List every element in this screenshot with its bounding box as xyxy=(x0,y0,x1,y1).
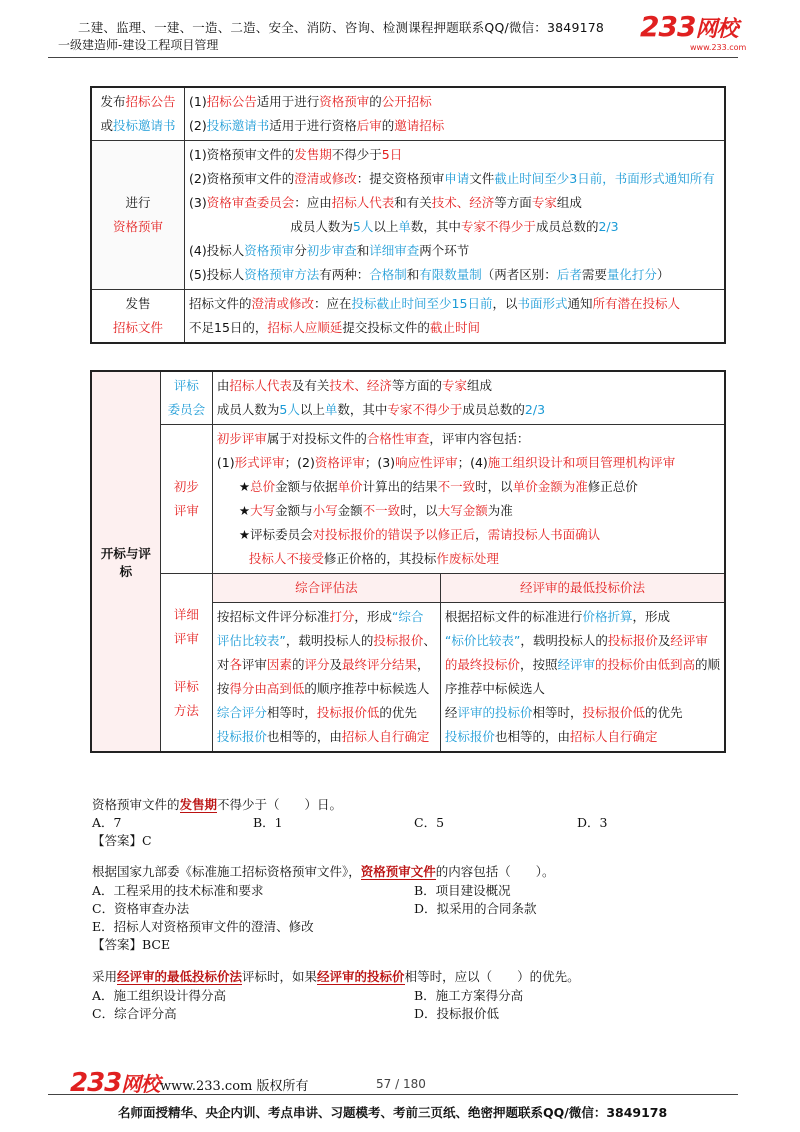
cell-line: (5)投标人资格预审方法有两种：合格制和有限数量制（两者区别：后者需要量化打分） xyxy=(189,267,670,282)
cell-line: 综合评分相等时，投标报价低的优先 xyxy=(216,705,417,720)
cell-line: ★大写金额与小写金额不一致时，以大写金额为准 xyxy=(238,503,513,518)
row-label: 发售 招标文件 xyxy=(91,290,185,344)
footer-promo: 名师面授精华、央企内训、考点串讲、习题模考、考前三页纸、绝密押题联系QQ/微信：3849178 xyxy=(118,1105,668,1120)
cell-line: ★总价金额与依据单价计算出的结果不一致时，以单价金额为准修正总价 xyxy=(238,479,638,494)
option: C．5 xyxy=(414,815,445,830)
cell-line: (1)形式评审；(2)资格评审；(3)响应性评审；(4)施工组织设计和项目管理机构评审 xyxy=(216,455,676,470)
answer: 【答案】C xyxy=(92,833,152,848)
cell-line: 按得分由高到低的顺序推荐中标候选人 xyxy=(216,681,430,696)
question-2-stem: 根据国家九部委《标准施工招标资格预审文件》，资格预审文件的内容包括（ ）。 xyxy=(92,864,555,879)
header-divider xyxy=(48,57,738,58)
option: B．1 xyxy=(253,815,283,830)
table-row xyxy=(91,371,725,425)
cell-line: (2)投标邀请书适用于进行资格后审的邀请招标 xyxy=(189,118,445,133)
option: A．工程采用的技术标准和要求 xyxy=(92,883,264,898)
footer-site: www.233.com 版权所有 xyxy=(160,1079,309,1094)
logo-subtext: www.233.com xyxy=(690,43,747,52)
option: D．3 xyxy=(577,815,608,830)
option: B．项目建设概况 xyxy=(414,883,511,898)
cell-line: 按招标文件评分标准打分，形成“综合 xyxy=(216,609,424,624)
method-cell xyxy=(212,603,440,753)
main-label: 开标与评标 xyxy=(91,371,160,752)
table-row xyxy=(91,425,725,574)
option: A．7 xyxy=(92,815,122,830)
cell-line: “标价比较表”，载明投标人的投标报价及经评审 xyxy=(444,633,708,648)
cell-line: 招标文件的澄清或修改：应在投标截止时间至少15日前，以书面形式通知所有潜在投标人 xyxy=(189,296,681,311)
option: C．综合评分高 xyxy=(92,1006,177,1021)
cell-line: 不足15日的，招标人应顺延提交投标文件的截止时间 xyxy=(189,320,480,335)
cell-line: 经评审的投标价相等时，投标报价低的优先 xyxy=(444,705,683,720)
col-header: 综合评估法 xyxy=(212,574,440,603)
col-header: 经评审的最低投标价法 xyxy=(440,574,725,603)
question-3-stem: 采用经评审的最低投标价法评标时，如果经评审的投标价相等时，应以（ ）的优先。 xyxy=(92,969,580,984)
cell-line: 评估比较表”，载明投标人的投标报价、 xyxy=(216,633,436,648)
cell-line: 成员人数为5人以上单数，其中专家不得少于成员总数的2/3 xyxy=(290,219,619,234)
footer-logo: 233网校 xyxy=(70,1068,160,1098)
cell-line: (1)资格预审文件的发售期不得少于5日 xyxy=(189,147,403,162)
cell-line: 的最终投标价，按照经评审的投标价由低到高的顺 xyxy=(444,657,720,672)
method-cell xyxy=(440,603,725,753)
table-row xyxy=(91,141,725,290)
evaluation-table xyxy=(90,370,726,753)
option: E．招标人对资格预审文件的澄清、修改 xyxy=(92,919,314,934)
cell-line: 投标人不接受修正价格的，其投标作废标处理 xyxy=(248,551,499,566)
answer: 【答案】BCE xyxy=(92,937,171,952)
row-label: 评标 委员会 xyxy=(160,371,212,425)
option: D．投标报价低 xyxy=(414,1006,500,1021)
row-label: 发布招标公告 或投标邀请书 xyxy=(91,87,185,141)
cell-line: 投标报价也相等的，由招标人自行确定 xyxy=(444,729,658,744)
option: D．拟采用的合同条款 xyxy=(414,901,537,916)
cell-line: (2)资格预审文件的澄清或修改：提交资格预审申请文件截止时间至少3日前，书面形式通知所有 xyxy=(189,171,715,186)
cell-line: (3)资格审查委员会：应由招标人代表和有关技术、经济等方面专家组成 xyxy=(189,195,582,210)
cell-line: 对各评审因素的评分及最终评分结果， xyxy=(216,657,430,672)
option: A．施工组织设计得分高 xyxy=(92,988,227,1003)
row-label: 进行 资格预审 xyxy=(91,141,185,290)
cell-line: 由招标人代表及有关技术、经济等方面的专家组成 xyxy=(216,378,492,393)
table-row xyxy=(91,87,725,141)
cell-line: 根据招标文件的标准进行价格折算，形成 xyxy=(444,609,670,624)
table-row xyxy=(91,574,725,603)
option: C．资格审查办法 xyxy=(92,901,190,916)
cell-line: (4)投标人资格预审分初步审查和详细审查两个环节 xyxy=(189,243,470,258)
cell-line: 序推荐中标候选人 xyxy=(444,681,545,696)
page-number: 57 / 180 xyxy=(376,1077,426,1091)
header-promo: 二建、监理、一建、一造、二造、安全、消防、咨询、检测课程押题联系QQ/微信：3849178 xyxy=(78,20,605,35)
cell-line: 初步评审属于对投标文件的合格性审查，评审内容包括： xyxy=(216,431,530,446)
cell-line: (1)招标公告适用于进行资格预审的公开招标 xyxy=(189,94,432,109)
footer-divider xyxy=(48,1094,738,1095)
cell-line: 成员人数为5人以上单数，其中专家不得少于成员总数的2/3 xyxy=(216,402,546,417)
cell-line: 投标报价也相等的，由招标人自行确定 xyxy=(216,729,430,744)
question-1-stem: 资格预审文件的发售期不得少于（ ）日。 xyxy=(92,797,343,812)
process-table xyxy=(90,86,726,344)
logo: 233网校 xyxy=(640,10,738,43)
row-label: 初步 评审 xyxy=(160,425,212,574)
cell-line: ★评标委员会对投标报价的错误予以修正后，需请投标人书面确认 xyxy=(238,527,601,542)
option: B．施工方案得分高 xyxy=(414,988,524,1003)
table-row xyxy=(91,290,725,344)
header-subject: 一级建造师-建设工程项目管理 xyxy=(58,38,219,52)
row-label: 详细 评审 评标 方法 xyxy=(160,574,212,753)
